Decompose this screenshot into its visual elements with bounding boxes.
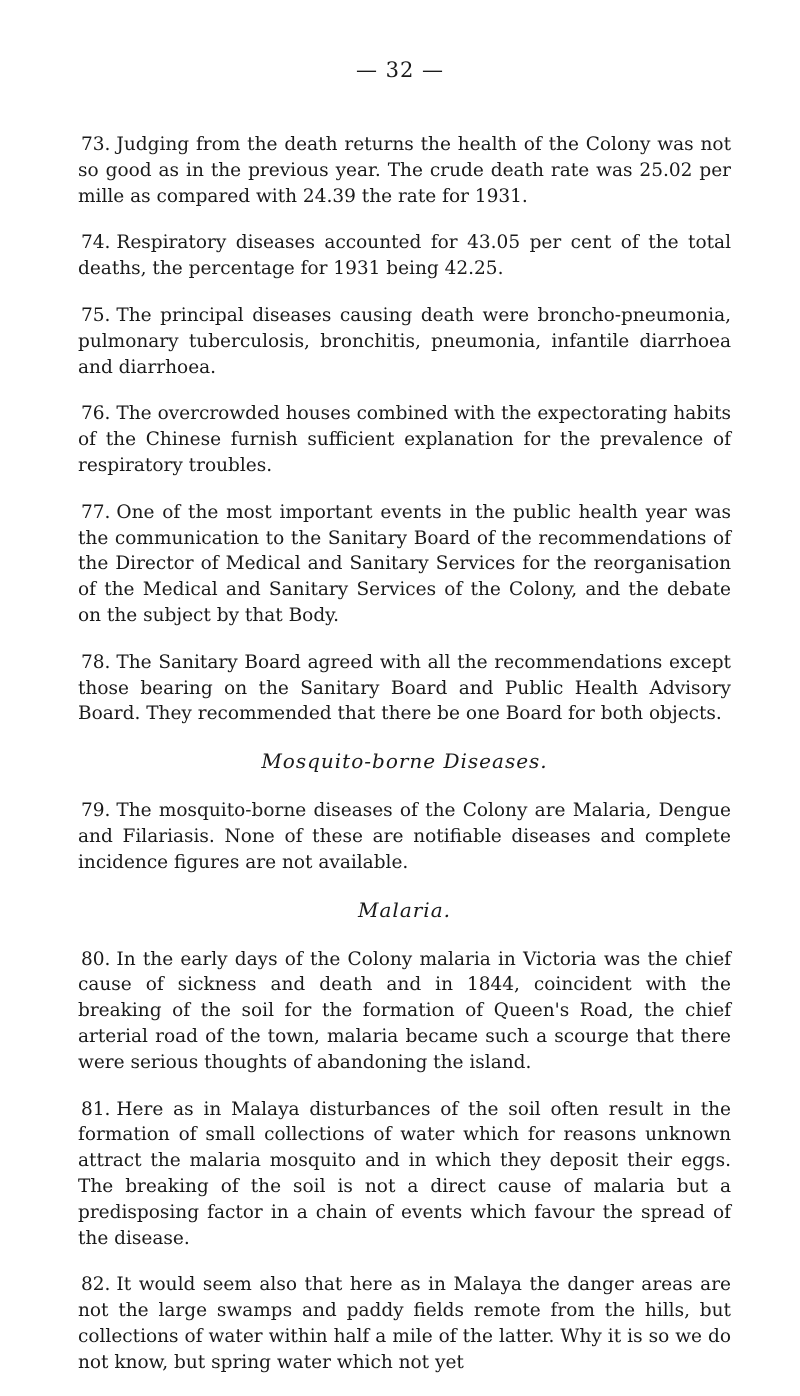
paragraph-number: 75. [81, 304, 111, 326]
paragraph-number: 77. [81, 501, 111, 523]
page-body [78, 132, 731, 1396]
paragraph-number: 82. [81, 1274, 111, 1296]
paragraph-76 [78, 401, 731, 478]
paragraph-78 [78, 650, 731, 727]
paragraph-77 [78, 500, 731, 629]
paragraph-81 [78, 1097, 731, 1252]
paragraph-text: Judging from the death returns the health of the Colony was not so good as in the previous year. The crude death rate was 25.02 per mille as compared with 24.39 the rate for 1931. [78, 134, 731, 207]
paragraph-82 [78, 1272, 731, 1375]
paragraph-number: 76. [81, 403, 111, 425]
paragraph-number: 80. [81, 948, 111, 970]
paragraph-number: 81. [81, 1098, 111, 1120]
page-number: — 32 — [355, 58, 445, 82]
paragraph-number: 74. [81, 232, 111, 254]
section-heading-mosquito-borne-diseases: Mosquito-borne Diseases. [261, 749, 548, 774]
paragraph-75 [78, 303, 731, 380]
paragraph-73 [78, 132, 731, 209]
paragraph-text: In the early days of the Colony malaria in Victoria was the chief cause of sickness and death and in 1844, coincident with the breaking of the soil for the formation of Queen's Road, the chief arterial road of the town, malaria became such a scourge that there were serious thoughts of abandoning the island. [78, 948, 731, 1073]
paragraph-text: One of the most important events in the public health year was the communication to the Sanitary Board of the recommendations of the Director of Medical and Sanitary Services for the reorganisation of the Medical and Sanitary Services of the Colony, and the debate on the subject by that Body. [78, 501, 731, 626]
paragraph-number: 78. [81, 651, 111, 673]
paragraph-text: Respiratory diseases accounted for 43.05 per cent of the total deaths, the percentage for 1931 being 42.25. [78, 232, 731, 280]
paragraph-text: The overcrowded houses combined with the expectorating habits of the Chinese furnish sufficient explanation for the prevalence of respiratory troubles. [78, 403, 731, 476]
paragraph-74 [78, 230, 731, 282]
paragraph-80 [78, 947, 731, 1076]
paragraph-79 [78, 798, 731, 875]
section-heading-malaria: Malaria. [358, 897, 451, 922]
paragraph-text: The Sanitary Board agreed with all the recommendations except those bearing on the Sanitary Board and Public Health Advisory Board. They recommended that there be one Board for both objects. [78, 651, 731, 725]
paragraph-number: 79. [81, 800, 111, 822]
paragraph-text: The mosquito-borne diseases of the Colony are Malaria, Dengue and Filariasis. None of these are notifiable diseases and complete incidence figures are not available. [78, 800, 731, 873]
paragraph-text: Here as in Malaya disturbances of the soil often result in the formation of small collections of water which for reasons unknown attract the malaria mosquito and in which they deposit their eggs. The breaking of the soil is not a direct cause of malaria but a predisposing factor in a chain of events which favour the spread of the disease. [78, 1098, 731, 1249]
paragraph-number: 73. [81, 134, 111, 155]
paragraph-text: The principal diseases causing death were broncho-pneumonia, pulmonary tuberculosis, bronchitis, pneumonia, infantile diarrhoea and diarrhoea. [78, 304, 731, 378]
paragraph-text: It would seem also that here as in Malaya the danger areas are not the large swamps and paddy fields remote from the hills, but collections of water within half a mile of the latter. Why it is so we do not know, but spring water which not yet [78, 1274, 731, 1373]
